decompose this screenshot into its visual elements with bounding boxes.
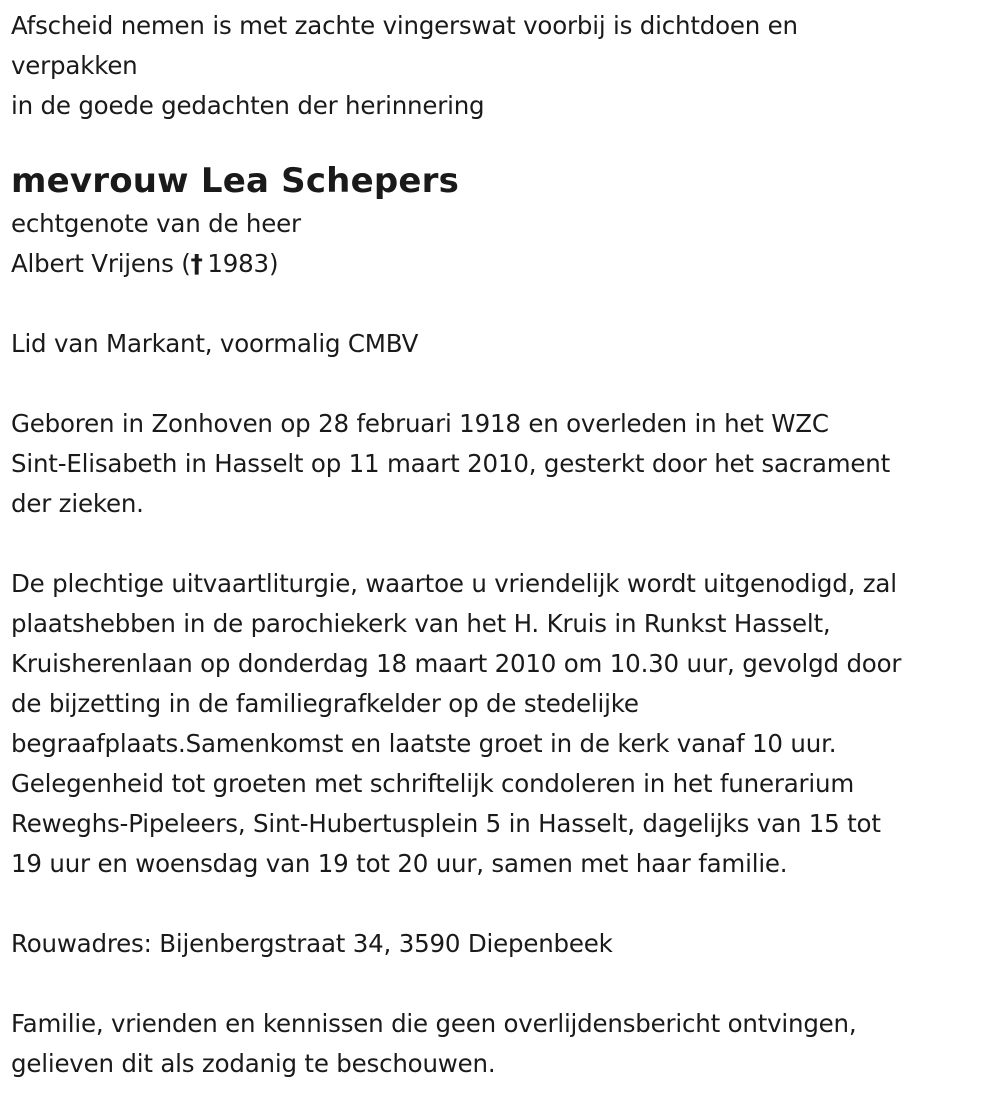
cross-icon: †	[190, 249, 203, 278]
funeral-line: De plechtige uitvaartliturgie, waartoe u vriendelijk wordt uitgenodigd, zal	[11, 569, 897, 598]
spouse-death-year: 1983)	[207, 249, 279, 278]
closing-section	[11, 1004, 1000, 1084]
spacer	[11, 884, 1000, 924]
spacer	[11, 126, 1000, 158]
birth-death-line: Geboren in Zonhoven op 28 februari 1918 en overleden in het WZC	[11, 409, 829, 438]
birth-death-line: Sint-Elisabeth in Hasselt op 11 maart 2010, gesterkt door het sacrament	[11, 449, 891, 478]
funeral-line: de bijzetting in de familiegrafkelder op de stedelijke	[11, 689, 639, 718]
motto-section	[11, 6, 1000, 126]
spouse-name: Albert Vrijens (	[11, 249, 191, 278]
funeral-line: Reweghs-Pipeleers, Sint-Hubertusplein 5 in Hasselt, dagelijks van 15 tot	[11, 809, 881, 838]
funeral-line: plaatshebben in de parochiekerk van het H. Kruis in Runkst Hasselt,	[11, 609, 831, 638]
funeral-line: Gelegenheid tot groeten met schriftelijk condoleren in het funerarium	[11, 769, 854, 798]
motto-line: in de goede gedachten der herinnering	[11, 91, 485, 120]
birth-death-line: der zieken.	[11, 489, 144, 518]
birth-death-section	[11, 404, 1000, 524]
spacer	[11, 964, 1000, 1004]
motto-line: Afscheid nemen is met zachte vingerswat voorbij is dichtdoen en	[11, 11, 798, 40]
spacer	[11, 524, 1000, 564]
membership-text: Lid van Markant, voormalig CMBV	[11, 329, 419, 358]
funeral-line: Kruisherenlaan op donderdag 18 maart 2010 om 10.30 uur, gevolgd door	[11, 649, 902, 678]
spouse-line	[11, 244, 1000, 284]
deceased-name: mevrouw Lea Schepers	[11, 161, 460, 201]
motto-line: verpakken	[11, 51, 138, 80]
spacer	[11, 364, 1000, 404]
deceased-section	[11, 158, 1000, 284]
address-text: Rouwadres: Bijenbergstraat 34, 3590 Diepenbeek	[11, 929, 613, 958]
closing-line: Familie, vrienden en kennissen die geen overlijdensbericht ontvingen,	[11, 1009, 857, 1038]
relation-text: echtgenote van de heer	[11, 209, 301, 238]
closing-line: gelieven dit als zodanig te beschouwen.	[11, 1049, 496, 1078]
funeral-line: begraafplaats.Samenkomst en laatste groet in de kerk vanaf 10 uur.	[11, 729, 837, 758]
funeral-line: 19 uur en woensdag van 19 tot 20 uur, samen met haar familie.	[11, 849, 788, 878]
funeral-section	[11, 564, 1000, 884]
spacer	[11, 284, 1000, 324]
